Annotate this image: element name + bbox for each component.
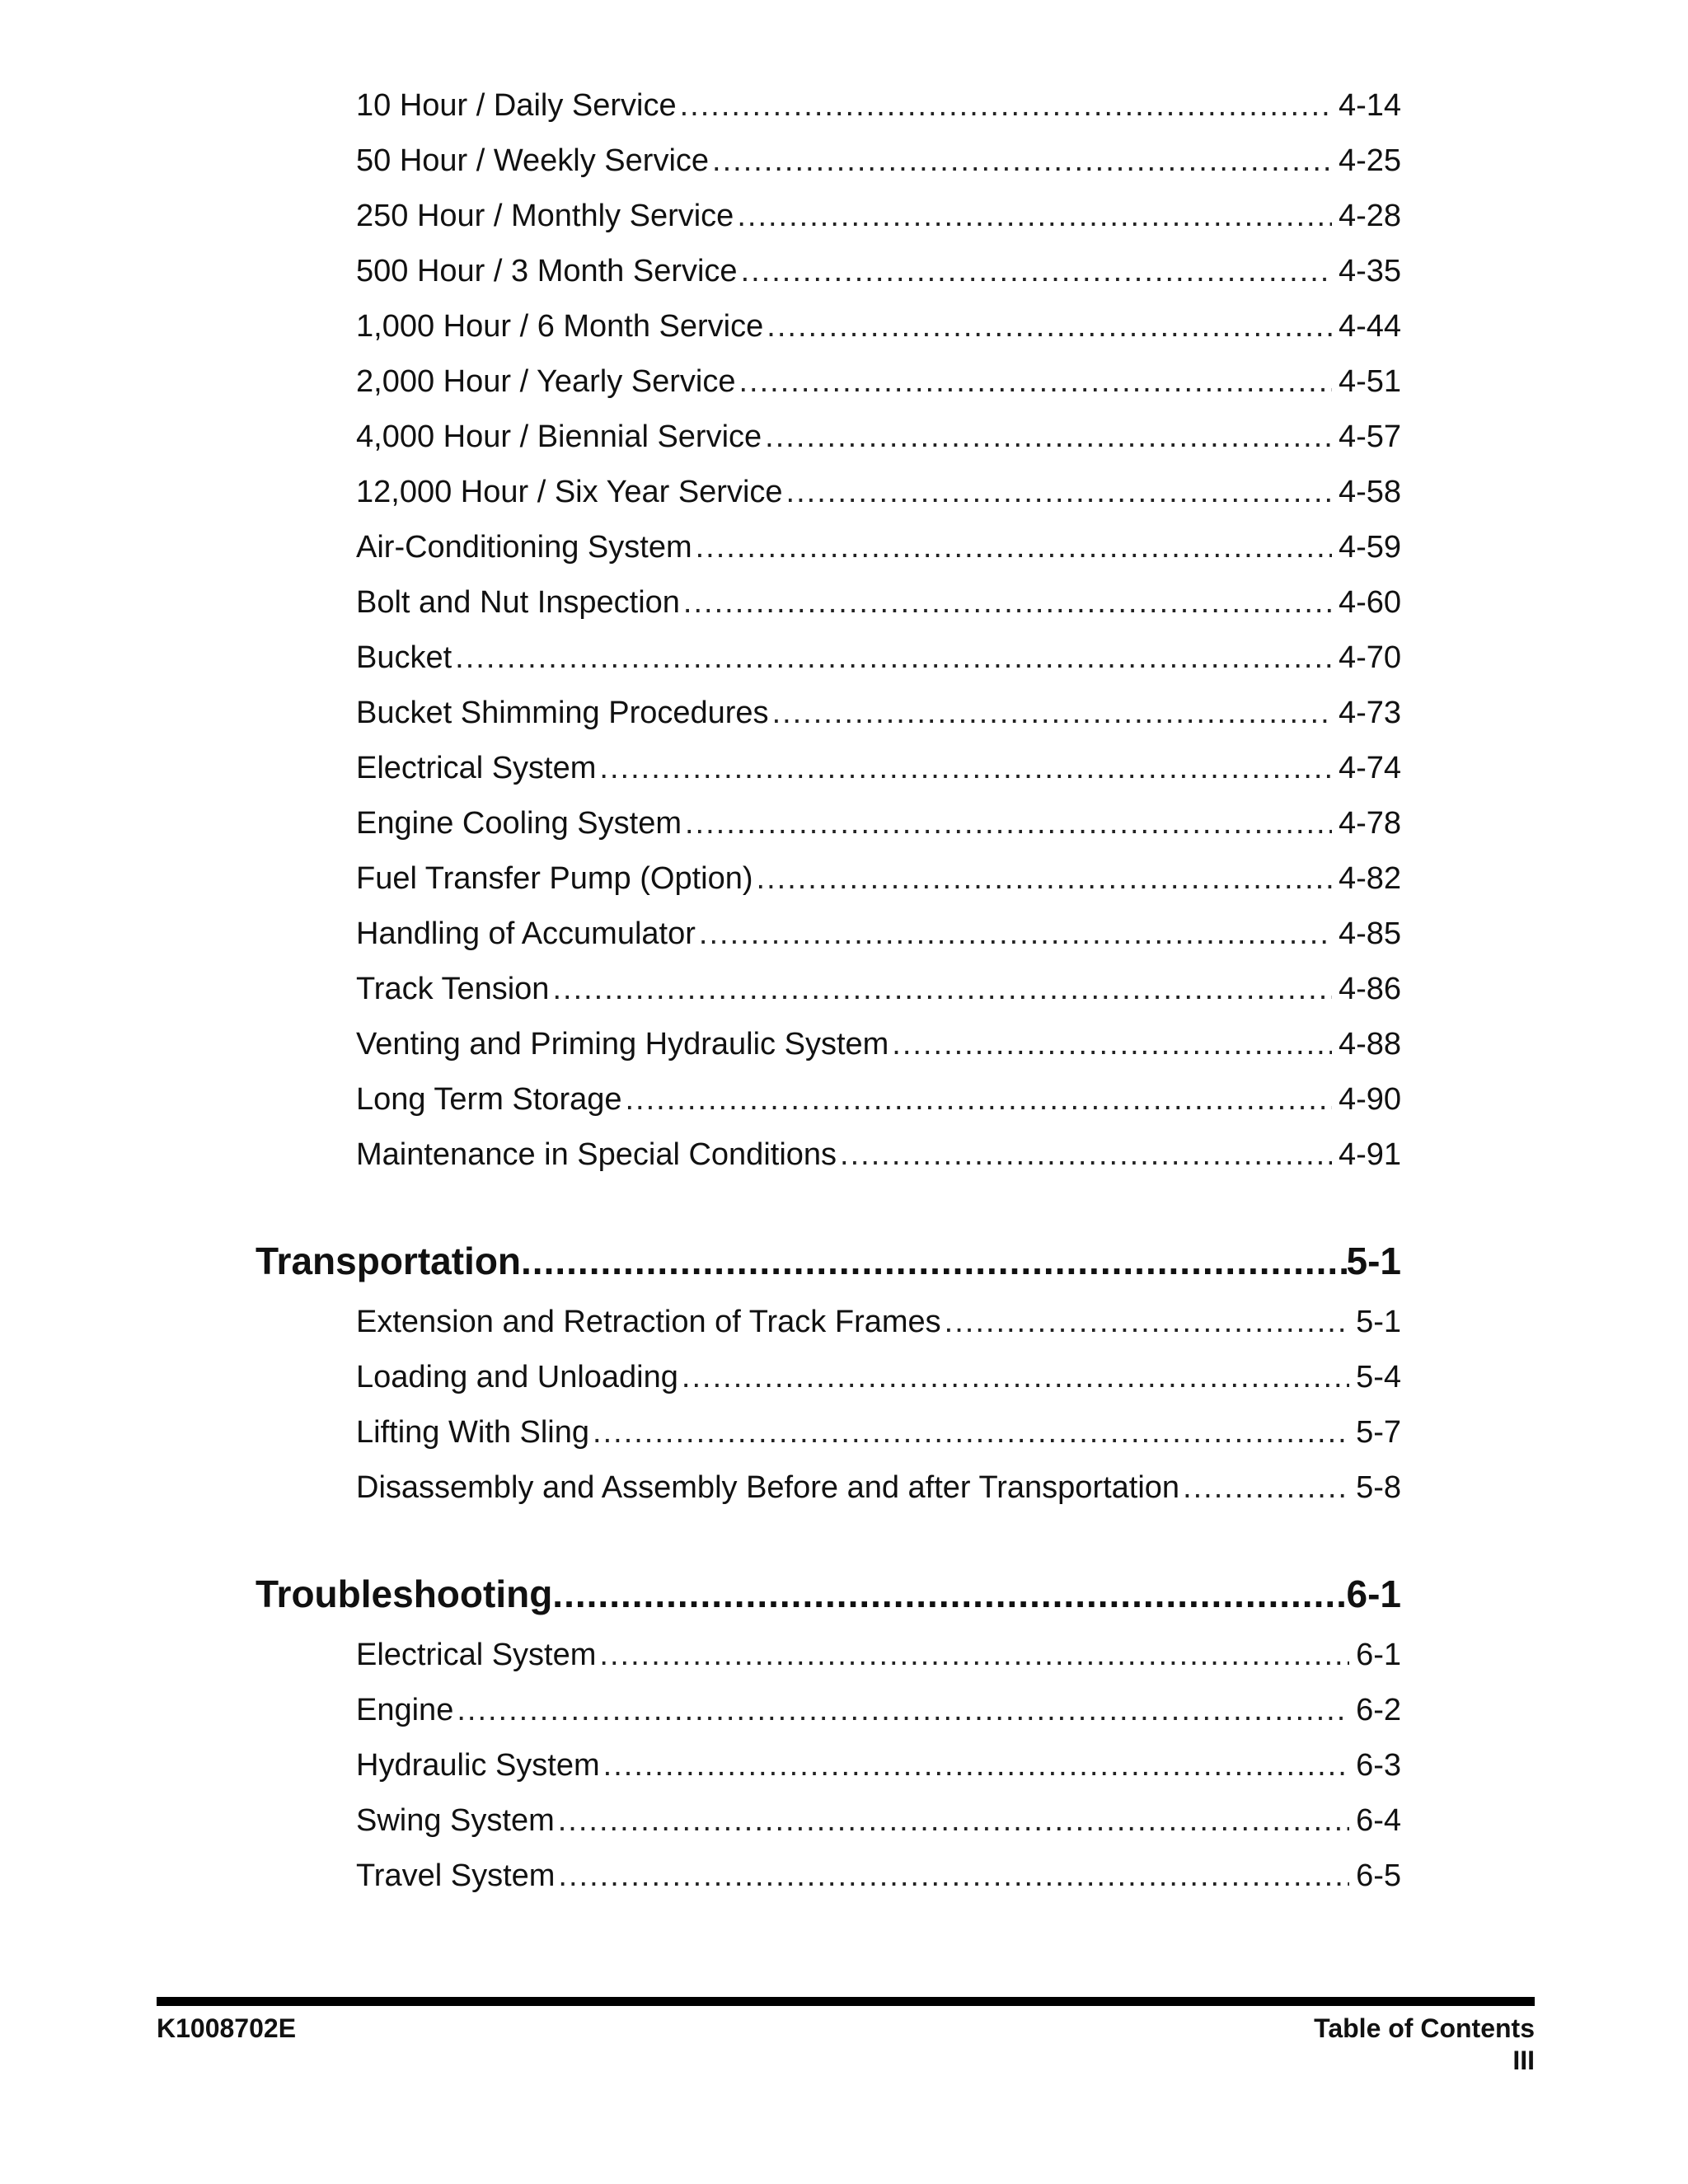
toc-entry-page: 4-78	[1338, 806, 1401, 841]
dot-leader	[521, 1235, 1346, 1287]
toc-entry-title: Electrical System	[356, 1638, 597, 1672]
toc-entry-page: 4-74	[1338, 751, 1401, 785]
dot-leader	[757, 857, 1332, 900]
toc-entry-page: 4-14	[1338, 88, 1401, 123]
toc-entry-page: 5-7	[1356, 1415, 1401, 1450]
toc-entry-page: 4-82	[1338, 861, 1401, 896]
dot-leader	[558, 1799, 1349, 1842]
toc-entry-page: 4-88	[1338, 1027, 1401, 1062]
dot-leader	[712, 139, 1332, 182]
toc-entry-page: 4-35	[1338, 254, 1401, 288]
toc-entry-title: Air-Conditioning System	[356, 530, 692, 565]
toc-entry-page: 5-1	[1356, 1305, 1401, 1339]
toc-entry-title: Engine Cooling System	[356, 806, 682, 841]
toc-entry[interactable]	[356, 1854, 1401, 1897]
dot-leader	[455, 636, 1332, 679]
toc-entry-title: Long Term Storage	[356, 1082, 622, 1117]
toc-entry-page: 4-70	[1338, 640, 1401, 675]
dot-leader	[626, 1078, 1332, 1121]
section-page: 5-1	[1346, 1240, 1401, 1282]
toc-entry-title: 12,000 Hour / Six Year Service	[356, 475, 783, 509]
dot-leader	[739, 360, 1332, 403]
dot-leader	[457, 1689, 1349, 1732]
toc-entry[interactable]	[356, 968, 1401, 1010]
toc-entry-title: Fuel Transfer Pump (Option)	[356, 861, 753, 896]
dot-leader	[892, 1023, 1332, 1066]
toc-entry-page: 4-51	[1338, 364, 1401, 399]
footer-page-number: III	[1512, 2046, 1535, 2075]
toc-entry-title: Hydraulic System	[356, 1748, 600, 1783]
toc-entry[interactable]	[356, 636, 1401, 679]
dot-leader	[772, 691, 1332, 734]
toc-entry-page: 4-85	[1338, 916, 1401, 951]
toc-entry-page: 5-4	[1356, 1360, 1401, 1394]
toc-entry-page: 4-25	[1338, 143, 1401, 178]
toc-entry[interactable]	[356, 1301, 1401, 1343]
toc-entry[interactable]	[356, 194, 1401, 237]
toc-entry[interactable]	[356, 415, 1401, 458]
dot-leader	[767, 305, 1332, 348]
toc-entry-page: 4-44	[1338, 309, 1401, 344]
toc-entry-page: 5-8	[1356, 1470, 1401, 1505]
dot-leader	[945, 1301, 1349, 1343]
dot-leader	[680, 84, 1332, 127]
footer-doc-code: K1008702E	[157, 2013, 297, 2043]
toc-entry[interactable]	[356, 1078, 1401, 1121]
dot-leader	[765, 415, 1332, 458]
toc-entry-page: 4-58	[1338, 475, 1401, 509]
toc-entry-title: Disassembly and Assembly Before and after Transportation	[356, 1470, 1180, 1505]
toc-entry-title: 10 Hour / Daily Service	[356, 88, 677, 123]
toc-entry-title: Extension and Retraction of Track Frames	[356, 1305, 941, 1339]
toc-entry-title: Track Tension	[356, 972, 550, 1006]
dot-leader	[599, 1633, 1349, 1676]
footer-rule	[157, 1997, 1535, 2006]
dot-leader	[683, 581, 1332, 624]
toc-entry-page: 4-86	[1338, 972, 1401, 1006]
toc-entry[interactable]	[356, 1023, 1401, 1066]
dot-leader	[682, 1356, 1349, 1399]
dot-leader	[599, 747, 1332, 790]
toc-entry[interactable]	[356, 1466, 1401, 1509]
toc-entry-page: 6-5	[1356, 1858, 1401, 1893]
toc-entry-page: 6-4	[1356, 1803, 1401, 1838]
toc-entry-title: Bucket	[356, 640, 452, 675]
dot-leader	[741, 250, 1332, 293]
dot-leader	[699, 912, 1332, 955]
toc-entry-title: Travel System	[356, 1858, 556, 1893]
dot-leader	[737, 194, 1332, 237]
dot-leader	[552, 1568, 1346, 1620]
toc-entry[interactable]	[356, 857, 1401, 900]
toc-entry-title: Venting and Priming Hydraulic System	[356, 1027, 889, 1062]
dot-leader	[558, 1854, 1349, 1897]
toc-entry-title: 500 Hour / 3 Month Service	[356, 254, 738, 288]
toc-entry[interactable]	[356, 1411, 1401, 1454]
dot-leader	[1183, 1466, 1349, 1509]
toc-entry[interactable]	[356, 305, 1401, 348]
toc-entry-title: Lifting With Sling	[356, 1415, 590, 1450]
toc-entry[interactable]	[356, 1744, 1401, 1787]
toc-entry[interactable]	[356, 912, 1401, 955]
toc-entry-page: 4-90	[1338, 1082, 1401, 1117]
dot-leader	[696, 526, 1332, 569]
dot-leader	[603, 1744, 1349, 1787]
toc-entry[interactable]	[356, 691, 1401, 734]
toc-entry[interactable]	[356, 526, 1401, 569]
toc-entry[interactable]	[356, 139, 1401, 182]
toc-entry[interactable]	[356, 360, 1401, 403]
dot-leader	[552, 968, 1331, 1010]
toc-entry-page: 6-1	[1356, 1638, 1401, 1672]
toc-entry[interactable]	[356, 1133, 1401, 1176]
toc-entry-page: 6-3	[1356, 1748, 1401, 1783]
toc-entry-page: 4-28	[1338, 199, 1401, 233]
toc-entry-title: 50 Hour / Weekly Service	[356, 143, 710, 178]
toc-entry-title: 4,000 Hour / Biennial Service	[356, 419, 762, 454]
toc-entry-page: 4-57	[1338, 419, 1401, 454]
dot-leader	[786, 471, 1332, 513]
toc-entry[interactable]	[356, 1799, 1401, 1842]
dot-leader	[685, 802, 1332, 845]
toc-entry-title: Engine	[356, 1693, 454, 1727]
section-heading-troubleshooting[interactable]	[256, 1568, 1401, 1620]
toc-entry[interactable]	[356, 1689, 1401, 1732]
toc-entry-page: 4-73	[1338, 696, 1401, 730]
section-title: Troubleshooting	[256, 1572, 553, 1615]
toc-entry-title: 2,000 Hour / Yearly Service	[356, 364, 736, 399]
dot-leader	[593, 1411, 1349, 1454]
toc-entry-title: Swing System	[356, 1803, 555, 1838]
toc-entry-page: 4-60	[1338, 585, 1401, 620]
toc-entry-title: Handling of Accumulator	[356, 916, 696, 951]
toc-entry[interactable]	[356, 250, 1401, 293]
toc-entry-page: 4-91	[1338, 1137, 1401, 1172]
toc-entry[interactable]	[356, 84, 1401, 127]
toc-entry-title: Bolt and Nut Inspection	[356, 585, 680, 620]
toc-entry[interactable]	[356, 471, 1401, 513]
footer-section-title: Table of Contents	[1314, 2013, 1535, 2043]
toc-entry-title: Loading and Unloading	[356, 1360, 678, 1394]
toc-entry-title: 1,000 Hour / 6 Month Service	[356, 309, 764, 344]
toc-entry-page: 6-2	[1356, 1693, 1401, 1727]
toc-entry[interactable]	[356, 747, 1401, 790]
dot-leader	[840, 1133, 1332, 1176]
toc-entry-title: Bucket Shimming Procedures	[356, 696, 769, 730]
toc-entry-page: 4-59	[1338, 530, 1401, 565]
section-heading-transportation[interactable]	[256, 1235, 1401, 1287]
toc-entry[interactable]	[356, 1356, 1401, 1399]
toc-entry-title: 250 Hour / Monthly Service	[356, 199, 734, 233]
toc-entry[interactable]	[356, 1633, 1401, 1676]
section-title: Transportation	[256, 1240, 522, 1282]
toc-entry-title: Electrical System	[356, 751, 597, 785]
toc-entry[interactable]	[356, 802, 1401, 845]
toc-entry-title: Maintenance in Special Conditions	[356, 1137, 837, 1172]
toc-entry[interactable]	[356, 581, 1401, 624]
section-page: 6-1	[1346, 1572, 1401, 1615]
